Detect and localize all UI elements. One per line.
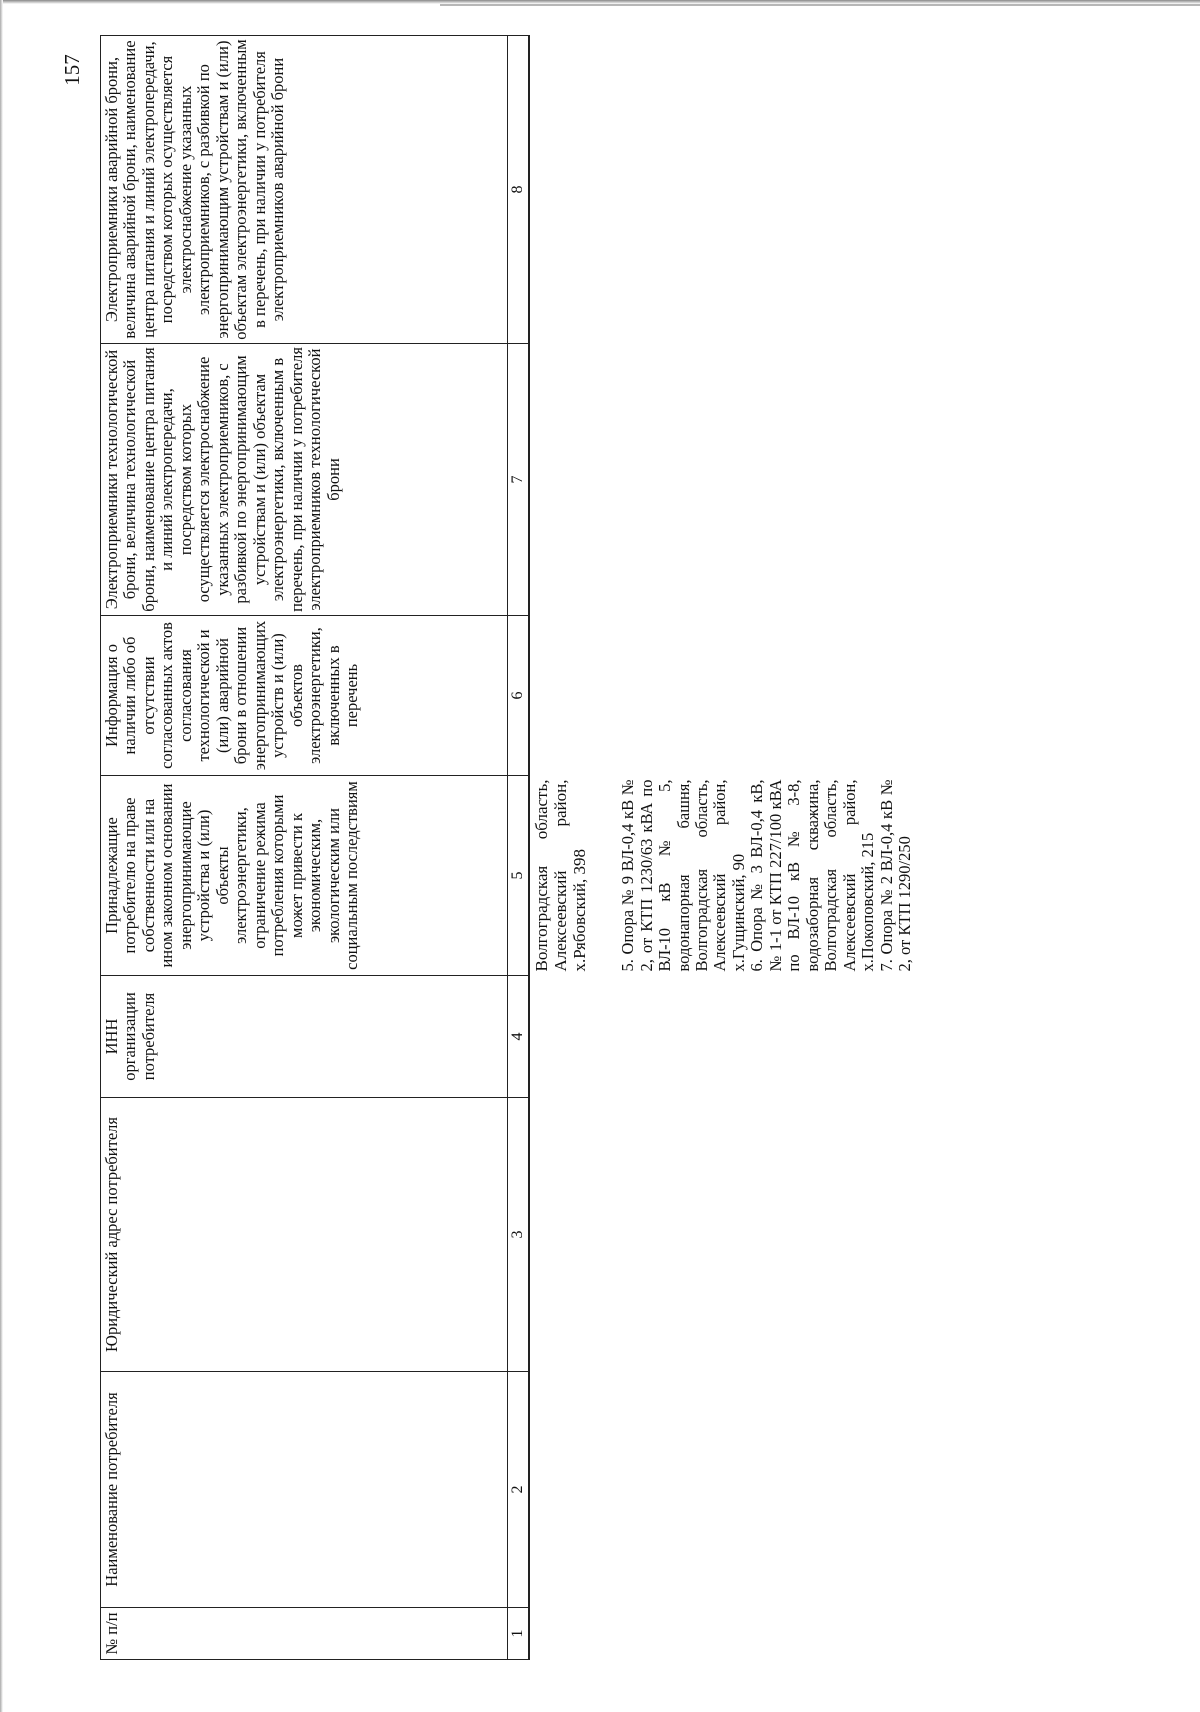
cell-empty: [529, 616, 917, 776]
device-entry: 6. Опора № 3 ВЛ-0,4 кВ, № 1-1 от КТП 227/100 кВА по ВЛ-10 кВ № 3-8, водозаборная скважина, Волгоградская область, Алексеевский район, х.Покоповский, 215: [747, 779, 878, 972]
cell-empty: [529, 1608, 917, 1660]
cell-empty: [529, 1098, 917, 1372]
scan-edge-left: [0, 0, 3, 1712]
header-consumer-name: Наименование потребителя: [101, 1372, 508, 1608]
column-number: 4: [508, 976, 530, 1098]
table-row: [529, 36, 917, 1660]
device-address: Волгоградская область, Алексеевский район, х.Рябовский, 398: [532, 779, 590, 972]
consumer-table: [100, 35, 917, 1660]
header-devices: Принадлежащие потребителю на праве собственности или на ином законном основании энергопринимающие устройства и (или) объекты электроэнергетики, ограничение режима потребления которыми может привести к экономическим, экологическим или социальным последствиям: [101, 776, 508, 976]
column-number: 5: [508, 776, 530, 976]
device-entry: 5. Опора № 9 ВЛ-0,4 кВ № 2, от КТП 1230/63 кВА по ВЛ-10 кВ № 5, водонапорная башня, Волгоградская область, Алексеевский район, х.Гущинский, 90: [618, 779, 748, 972]
header-tech-reserve: Электроприемники технологической брони, величина технологической брони, наименование центра питания и линий электропередачи, посредством которых осуществляется электроснабжение указанных электроприемников, с разбивкой по энергопринимающим устройствам и (или) объектам электроэнергетики, включенным в перечень, при наличии у потребителя электроприемников технологической брони: [101, 344, 508, 616]
column-number: 3: [508, 1098, 530, 1372]
page-number: 157: [59, 54, 84, 86]
cell-empty: [529, 36, 917, 344]
column-number: 8: [508, 36, 530, 344]
header-inn: ИНН организации потребителя: [101, 976, 508, 1098]
header-legal-address: Юридический адрес потребителя: [101, 1098, 508, 1372]
device-entry: 7. Опора № 2 ВЛ-0,4 кВ № 2, от КТП 1290/250: [876, 779, 915, 972]
header-row: [101, 36, 508, 1660]
column-numbers-row: [508, 36, 530, 1660]
header-emergency-reserve: Электроприемники аварийной брони, величина аварийной брони, наименование центра питания и линий электропередачи, посредством которых осуществляется электроснабжение указанных электроприемников, с разбивкой по энергопринимающим устройствам и (или) объектам электроэнергетики, включенным в перечень, при наличии у потребителя электроприемников аварийной брони: [101, 36, 508, 344]
column-number: 2: [508, 1372, 530, 1608]
rotated-page-content: [100, 40, 1060, 1660]
column-number: 6: [508, 616, 530, 776]
header-number: № п/п: [101, 1608, 508, 1660]
cell-devices: [529, 776, 917, 976]
column-number: 7: [508, 344, 530, 616]
cell-empty: [529, 344, 917, 616]
cell-empty: [529, 1372, 917, 1608]
header-acts-info: Информация о наличии либо об отсутствии согласованных актов согласования технологической и (или) аварийной брони в отношении энергопринимающих устройств и (или) объектов электроэнергетики, включенных в перечень: [101, 616, 508, 776]
scan-edge-line: [440, 4, 1200, 6]
column-number: 1: [508, 1608, 530, 1660]
cell-empty: [529, 976, 917, 1098]
